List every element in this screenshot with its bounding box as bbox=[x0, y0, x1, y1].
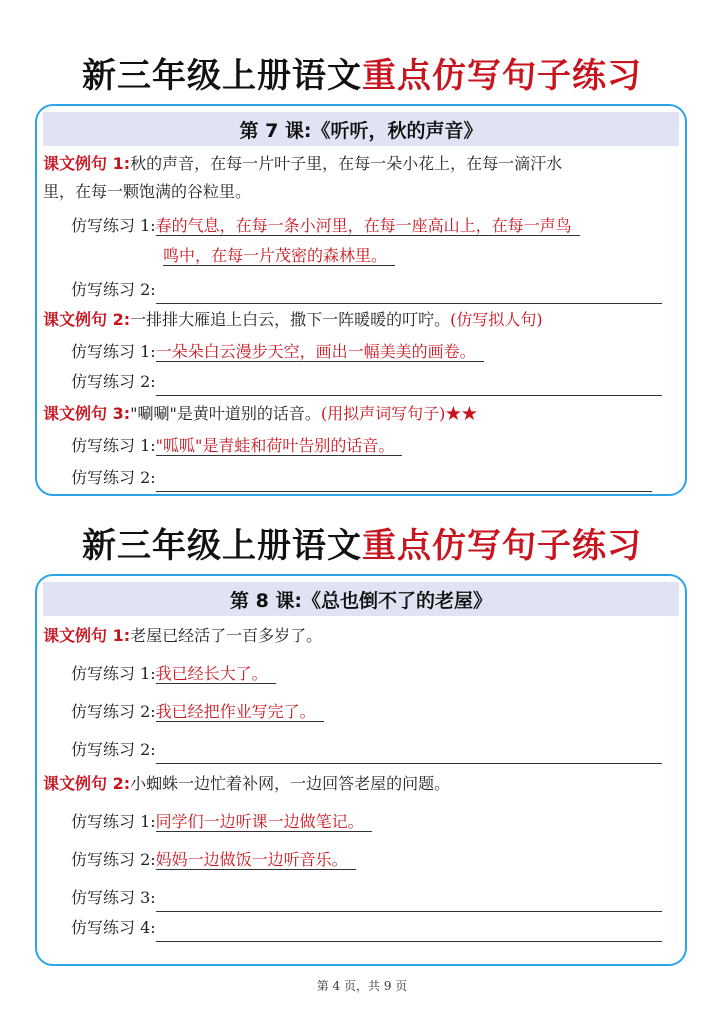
title-red-part: 重点仿写句子练习 bbox=[362, 526, 642, 566]
lesson-7-example-1 bbox=[43, 150, 675, 206]
lesson-8-practice-1-3 bbox=[71, 736, 673, 764]
lesson-8-example-1 bbox=[43, 622, 675, 650]
lesson-7-heading: 第 7 课:《听听，秋的声音》 bbox=[43, 112, 679, 146]
practice-label: 仿写练习 4: bbox=[71, 918, 156, 937]
answer-blank-line[interactable] bbox=[156, 469, 652, 492]
practice-label: 仿写练习 2: bbox=[71, 372, 156, 391]
practice-label: 仿写练习 3: bbox=[71, 888, 156, 907]
example-label: 课文例句 1: bbox=[43, 154, 131, 173]
practice-answer: "呱呱"是青蛙和荷叶告别的话音。 bbox=[156, 436, 403, 456]
title-red-part: 重点仿写句子练习 bbox=[362, 56, 642, 96]
lesson-7-example-2 bbox=[43, 306, 675, 334]
lesson-8-example-2 bbox=[43, 770, 675, 798]
practice-answer-cont: 鸣中，在每一片茂密的森林里。 bbox=[163, 246, 395, 266]
lesson-7-practice-1-1-cont bbox=[163, 242, 673, 270]
title-black-part: 新三年级上册语文 bbox=[82, 526, 362, 566]
practice-label: 仿写练习 1: bbox=[71, 342, 156, 361]
page-footer: 第 4 页，共 9 页 bbox=[316, 979, 408, 993]
practice-answer: 一朵朵白云漫步天空，画出一幅美美的画卷。 bbox=[156, 342, 484, 362]
example-text: 老屋已经活了一百多岁了。 bbox=[130, 626, 323, 645]
lesson-7-practice-1-1 bbox=[71, 212, 673, 240]
practice-label: 仿写练习 2: bbox=[71, 740, 156, 759]
lesson-7-practice-1-2 bbox=[71, 276, 673, 304]
practice-label: 仿写练习 1: bbox=[71, 664, 156, 683]
answer-blank-line[interactable] bbox=[156, 281, 662, 304]
example-text: 一排排大雁追上白云，撒下一阵暖暖的叮咛。 bbox=[130, 310, 451, 329]
example-label: 课文例句 2: bbox=[43, 774, 131, 793]
lesson-8-practice-2-3 bbox=[71, 884, 673, 912]
example-label: 课文例句 3: bbox=[43, 404, 131, 423]
example-hint: (仿写拟人句) bbox=[450, 310, 543, 329]
answer-blank-line[interactable] bbox=[156, 919, 662, 942]
example-text-cont: 里，在每一颗饱满的谷粒里。 bbox=[43, 182, 252, 201]
lesson-8-card bbox=[35, 574, 687, 966]
lesson-8-practice-1-2 bbox=[71, 698, 673, 726]
page-title-1 bbox=[0, 48, 724, 97]
practice-answer: 春的气息，在每一条小河里，在每一座高山上，在每一声鸟 bbox=[156, 216, 580, 236]
practice-answer: 我已经长大了。 bbox=[156, 664, 276, 684]
practice-answer: 妈妈一边做饭一边听音乐。 bbox=[156, 850, 356, 870]
page-title-2 bbox=[0, 518, 724, 567]
lesson-8-practice-2-4 bbox=[71, 914, 673, 942]
lesson-7-example-3 bbox=[43, 400, 675, 428]
example-label: 课文例句 2: bbox=[43, 310, 131, 329]
title-black-part: 新三年级上册语文 bbox=[82, 56, 362, 96]
answer-blank-line[interactable] bbox=[156, 373, 662, 396]
lesson-7-practice-3-1 bbox=[71, 432, 673, 460]
lesson-7-card bbox=[35, 104, 687, 496]
lesson-7-practice-2-2 bbox=[71, 368, 673, 396]
practice-label: 仿写练习 1: bbox=[71, 436, 156, 455]
practice-label: 仿写练习 1: bbox=[71, 216, 156, 235]
example-label: 课文例句 1: bbox=[43, 626, 131, 645]
practice-label: 仿写练习 2: bbox=[71, 280, 156, 299]
example-text: 秋的声音，在每一片叶子里，在每一朵小花上，在每一滴汗水 bbox=[130, 154, 563, 173]
lesson-7-practice-2-1 bbox=[71, 338, 673, 366]
answer-blank-line[interactable] bbox=[156, 741, 662, 764]
lesson-8-practice-1-1 bbox=[71, 660, 673, 688]
lesson-8-practice-2-1 bbox=[71, 808, 673, 836]
example-text: "唰唰"是黄叶道别的话音。 bbox=[130, 404, 321, 423]
answer-blank-line[interactable] bbox=[156, 889, 662, 912]
lesson-8-heading: 第 8 课:《总也倒不了的老屋》 bbox=[43, 582, 679, 616]
practice-label: 仿写练习 2: bbox=[71, 468, 156, 487]
example-hint: (用拟声词写句子)★★ bbox=[320, 404, 478, 423]
example-text: 小蜘蛛一边忙着补网，一边回答老屋的问题。 bbox=[130, 774, 451, 793]
practice-answer: 我已经把作业写完了。 bbox=[156, 702, 324, 722]
practice-label: 仿写练习 2: bbox=[71, 850, 156, 869]
practice-answer: 同学们一边听课一边做笔记。 bbox=[156, 812, 372, 832]
lesson-8-practice-2-2 bbox=[71, 846, 673, 874]
practice-label: 仿写练习 2: bbox=[71, 702, 156, 721]
lesson-7-practice-3-2 bbox=[71, 464, 673, 492]
practice-label: 仿写练习 1: bbox=[71, 812, 156, 831]
